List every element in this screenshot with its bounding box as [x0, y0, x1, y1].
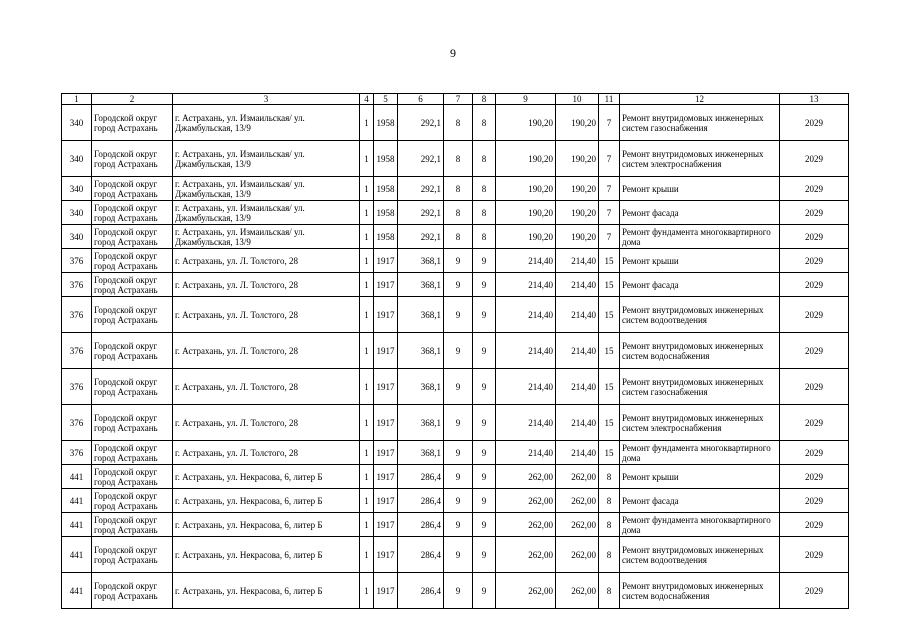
cell-cost-total: 262,00	[496, 537, 556, 573]
cell-apartments-residential: 9	[473, 465, 496, 489]
cell-apartments-total: 9	[444, 249, 473, 273]
cell-municipality: Городской округ город Астрахань	[92, 225, 173, 249]
cell-object-number: 376	[62, 297, 92, 333]
cell-cost-fund: 214,40	[556, 273, 599, 297]
cell-apartments-total: 9	[444, 573, 473, 609]
cell-apartments-total: 8	[444, 225, 473, 249]
cell-cost-fund: 214,40	[556, 441, 599, 465]
cell-area: 368,1	[398, 405, 444, 441]
cell-address: г. Астрахань, ул. Л. Толстого, 28	[173, 369, 360, 405]
cell-planned-year: 2029	[780, 537, 849, 573]
cell-apartments-total: 9	[444, 489, 473, 513]
cell-area: 368,1	[398, 441, 444, 465]
cell-municipality: Городской округ город Астрахань	[92, 573, 173, 609]
cell-indicator: 1	[360, 513, 374, 537]
cell-object-number: 376	[62, 405, 92, 441]
cell-municipality: Городской округ город Астрахань	[92, 441, 173, 465]
cell-cost-fund: 214,40	[556, 333, 599, 369]
column-header: 11	[599, 94, 620, 105]
cell-object-number: 376	[62, 369, 92, 405]
cell-address: г. Астрахань, ул. Некрасова, 6, литер Б	[173, 513, 360, 537]
table-row	[62, 201, 849, 225]
cell-municipality: Городской округ город Астрахань	[92, 489, 173, 513]
cell-municipality: Городской округ город Астрахань	[92, 249, 173, 273]
cell-year-built: 1958	[374, 105, 398, 141]
cell-planned-year: 2029	[780, 573, 849, 609]
cell-apartments-residential: 9	[473, 513, 496, 537]
table-row	[62, 333, 849, 369]
cell-indicator: 1	[360, 465, 374, 489]
cell-cost-fund: 214,40	[556, 405, 599, 441]
cell-address: г. Астрахань, ул. Измаильская/ ул. Джамбульская, 13/9	[173, 105, 360, 141]
cell-object-number: 340	[62, 177, 92, 201]
cell-indicator: 1	[360, 225, 374, 249]
cell-year-built: 1917	[374, 297, 398, 333]
cell-work-type: Ремонт крыши	[620, 249, 780, 273]
cell-municipality: Городской округ город Астрахань	[92, 333, 173, 369]
cell-cost-fund: 190,20	[556, 225, 599, 249]
cell-area: 292,1	[398, 201, 444, 225]
cell-cost-fund: 214,40	[556, 249, 599, 273]
cell-municipality: Городской округ город Астрахань	[92, 405, 173, 441]
cell-area: 292,1	[398, 225, 444, 249]
cell-residents-count: 7	[599, 105, 620, 141]
cell-residents-count: 15	[599, 405, 620, 441]
cell-apartments-residential: 8	[473, 201, 496, 225]
table-row	[62, 441, 849, 465]
cell-cost-fund: 262,00	[556, 573, 599, 609]
cell-indicator: 1	[360, 489, 374, 513]
cell-object-number: 340	[62, 141, 92, 177]
cell-cost-total: 262,00	[496, 465, 556, 489]
cell-municipality: Городской округ город Астрахань	[92, 537, 173, 573]
cell-residents-count: 8	[599, 573, 620, 609]
cell-municipality: Городской округ город Астрахань	[92, 369, 173, 405]
cell-municipality: Городской округ город Астрахань	[92, 513, 173, 537]
cell-year-built: 1917	[374, 573, 398, 609]
cell-planned-year: 2029	[780, 273, 849, 297]
cell-work-type: Ремонт внутридомовых инженерных систем электроснабжения	[620, 141, 780, 177]
cell-cost-fund: 262,00	[556, 489, 599, 513]
cell-apartments-residential: 9	[473, 273, 496, 297]
cell-address: г. Астрахань, ул. Л. Толстого, 28	[173, 333, 360, 369]
cell-address: г. Астрахань, ул. Некрасова, 6, литер Б	[173, 573, 360, 609]
cell-object-number: 441	[62, 465, 92, 489]
cell-planned-year: 2029	[780, 489, 849, 513]
cell-residents-count: 7	[599, 201, 620, 225]
cell-year-built: 1958	[374, 141, 398, 177]
cell-indicator: 1	[360, 297, 374, 333]
cell-apartments-total: 9	[444, 333, 473, 369]
cell-area: 368,1	[398, 369, 444, 405]
cell-planned-year: 2029	[780, 465, 849, 489]
cell-residents-count: 7	[599, 141, 620, 177]
cell-address: г. Астрахань, ул. Л. Толстого, 28	[173, 249, 360, 273]
table-row	[62, 537, 849, 573]
cell-work-type: Ремонт внутридомовых инженерных систем водоснабжения	[620, 573, 780, 609]
cell-area: 292,1	[398, 141, 444, 177]
cell-address: г. Астрахань, ул. Л. Толстого, 28	[173, 405, 360, 441]
cell-residents-count: 8	[599, 537, 620, 573]
cell-object-number: 340	[62, 225, 92, 249]
column-header: 8	[473, 94, 496, 105]
cell-indicator: 1	[360, 273, 374, 297]
cell-apartments-residential: 8	[473, 225, 496, 249]
cell-apartments-total: 9	[444, 465, 473, 489]
cell-apartments-residential: 9	[473, 333, 496, 369]
cell-year-built: 1917	[374, 441, 398, 465]
cell-object-number: 376	[62, 249, 92, 273]
cell-municipality: Городской округ город Астрахань	[92, 297, 173, 333]
cell-work-type: Ремонт фасада	[620, 201, 780, 225]
cell-cost-total: 262,00	[496, 573, 556, 609]
column-header: 5	[374, 94, 398, 105]
cell-address: г. Астрахань, ул. Л. Толстого, 28	[173, 441, 360, 465]
cell-year-built: 1958	[374, 201, 398, 225]
cell-indicator: 1	[360, 441, 374, 465]
cell-object-number: 376	[62, 333, 92, 369]
cell-address: г. Астрахань, ул. Л. Толстого, 28	[173, 273, 360, 297]
cell-apartments-residential: 9	[473, 405, 496, 441]
cell-area: 286,4	[398, 513, 444, 537]
cell-cost-total: 262,00	[496, 513, 556, 537]
cell-planned-year: 2029	[780, 141, 849, 177]
table-body	[62, 105, 849, 609]
cell-apartments-residential: 9	[473, 537, 496, 573]
column-header: 1	[62, 94, 92, 105]
cell-indicator: 1	[360, 141, 374, 177]
cell-cost-total: 214,40	[496, 441, 556, 465]
cell-area: 368,1	[398, 333, 444, 369]
cell-work-type: Ремонт внутридомовых инженерных систем водоотведения	[620, 297, 780, 333]
cell-residents-count: 15	[599, 297, 620, 333]
cell-work-type: Ремонт фундамента многоквартирного дома	[620, 225, 780, 249]
cell-apartments-residential: 9	[473, 573, 496, 609]
cell-cost-total: 190,20	[496, 225, 556, 249]
cell-cost-fund: 190,20	[556, 177, 599, 201]
cell-year-built: 1917	[374, 405, 398, 441]
cell-planned-year: 2029	[780, 441, 849, 465]
cell-apartments-total: 9	[444, 297, 473, 333]
cell-work-type: Ремонт фундамента многоквартирного дома	[620, 513, 780, 537]
cell-residents-count: 15	[599, 249, 620, 273]
table-row	[62, 141, 849, 177]
cell-cost-total: 214,40	[496, 249, 556, 273]
cell-year-built: 1917	[374, 333, 398, 369]
cell-work-type: Ремонт фундамента многоквартирного дома	[620, 441, 780, 465]
cell-apartments-total: 9	[444, 537, 473, 573]
cell-planned-year: 2029	[780, 297, 849, 333]
cell-object-number: 441	[62, 573, 92, 609]
column-number-row	[62, 94, 849, 105]
cell-object-number: 340	[62, 201, 92, 225]
cell-year-built: 1958	[374, 177, 398, 201]
cell-area: 286,4	[398, 573, 444, 609]
cell-work-type: Ремонт крыши	[620, 465, 780, 489]
cell-apartments-total: 8	[444, 141, 473, 177]
cell-indicator: 1	[360, 249, 374, 273]
cell-apartments-residential: 9	[473, 297, 496, 333]
cell-cost-fund: 262,00	[556, 537, 599, 573]
cell-address: г. Астрахань, ул. Л. Толстого, 28	[173, 297, 360, 333]
column-header: 2	[92, 94, 173, 105]
cell-indicator: 1	[360, 201, 374, 225]
cell-area: 286,4	[398, 537, 444, 573]
repair-plan-table	[61, 93, 849, 609]
cell-area: 368,1	[398, 273, 444, 297]
cell-planned-year: 2029	[780, 405, 849, 441]
table-row	[62, 489, 849, 513]
cell-indicator: 1	[360, 177, 374, 201]
table-row	[62, 465, 849, 489]
cell-cost-fund: 214,40	[556, 369, 599, 405]
cell-residents-count: 8	[599, 465, 620, 489]
cell-planned-year: 2029	[780, 225, 849, 249]
cell-address: г. Астрахань, ул. Некрасова, 6, литер Б	[173, 537, 360, 573]
cell-residents-count: 8	[599, 489, 620, 513]
cell-object-number: 376	[62, 441, 92, 465]
cell-residents-count: 7	[599, 177, 620, 201]
cell-year-built: 1958	[374, 225, 398, 249]
cell-work-type: Ремонт внутридомовых инженерных систем водоснабжения	[620, 333, 780, 369]
cell-municipality: Городской округ город Астрахань	[92, 465, 173, 489]
column-header: 4	[360, 94, 374, 105]
column-header: 10	[556, 94, 599, 105]
table-row	[62, 225, 849, 249]
table-row	[62, 513, 849, 537]
cell-area: 292,1	[398, 177, 444, 201]
cell-indicator: 1	[360, 405, 374, 441]
cell-area: 368,1	[398, 249, 444, 273]
cell-apartments-residential: 9	[473, 489, 496, 513]
page-number: 9	[450, 46, 456, 60]
cell-apartments-residential: 9	[473, 369, 496, 405]
cell-address: г. Астрахань, ул. Некрасова, 6, литер Б	[173, 489, 360, 513]
cell-apartments-total: 9	[444, 273, 473, 297]
cell-address: г. Астрахань, ул. Измаильская/ ул. Джамбульская, 13/9	[173, 177, 360, 201]
cell-apartments-total: 8	[444, 201, 473, 225]
cell-municipality: Городской округ город Астрахань	[92, 177, 173, 201]
cell-cost-total: 214,40	[496, 333, 556, 369]
cell-work-type: Ремонт внутридомовых инженерных систем электроснабжения	[620, 405, 780, 441]
cell-cost-fund: 190,20	[556, 105, 599, 141]
table-row	[62, 369, 849, 405]
cell-residents-count: 7	[599, 225, 620, 249]
cell-object-number: 441	[62, 537, 92, 573]
cell-cost-total: 190,20	[496, 201, 556, 225]
cell-cost-total: 190,20	[496, 105, 556, 141]
cell-year-built: 1917	[374, 465, 398, 489]
cell-planned-year: 2029	[780, 513, 849, 537]
cell-year-built: 1917	[374, 369, 398, 405]
table-row	[62, 405, 849, 441]
cell-cost-total: 214,40	[496, 297, 556, 333]
cell-apartments-residential: 8	[473, 105, 496, 141]
cell-cost-fund: 214,40	[556, 297, 599, 333]
cell-area: 286,4	[398, 465, 444, 489]
table-row	[62, 273, 849, 297]
cell-year-built: 1917	[374, 537, 398, 573]
cell-apartments-residential: 8	[473, 141, 496, 177]
cell-year-built: 1917	[374, 513, 398, 537]
cell-apartments-residential: 9	[473, 441, 496, 465]
cell-municipality: Городской округ город Астрахань	[92, 201, 173, 225]
table-row	[62, 105, 849, 141]
cell-indicator: 1	[360, 333, 374, 369]
column-header: 12	[620, 94, 780, 105]
cell-apartments-total: 8	[444, 105, 473, 141]
table-row	[62, 297, 849, 333]
cell-apartments-total: 9	[444, 513, 473, 537]
cell-planned-year: 2029	[780, 249, 849, 273]
cell-municipality: Городской округ город Астрахань	[92, 141, 173, 177]
cell-residents-count: 15	[599, 273, 620, 297]
cell-apartments-residential: 8	[473, 177, 496, 201]
cell-area: 292,1	[398, 105, 444, 141]
cell-cost-fund: 262,00	[556, 513, 599, 537]
cell-residents-count: 8	[599, 513, 620, 537]
table-row	[62, 573, 849, 609]
table-row	[62, 249, 849, 273]
cell-municipality: Городской округ город Астрахань	[92, 273, 173, 297]
cell-work-type: Ремонт внутридомовых инженерных систем газоснабжения	[620, 105, 780, 141]
column-header: 13	[780, 94, 849, 105]
cell-planned-year: 2029	[780, 201, 849, 225]
cell-planned-year: 2029	[780, 177, 849, 201]
cell-object-number: 441	[62, 489, 92, 513]
cell-planned-year: 2029	[780, 369, 849, 405]
cell-work-type: Ремонт крыши	[620, 177, 780, 201]
cell-area: 368,1	[398, 297, 444, 333]
cell-cost-total: 214,40	[496, 369, 556, 405]
cell-year-built: 1917	[374, 249, 398, 273]
cell-residents-count: 15	[599, 369, 620, 405]
cell-work-type: Ремонт внутридомовых инженерных систем водоотведения	[620, 537, 780, 573]
cell-apartments-total: 8	[444, 177, 473, 201]
cell-apartments-total: 9	[444, 441, 473, 465]
column-header: 7	[444, 94, 473, 105]
cell-address: г. Астрахань, ул. Измаильская/ ул. Джамбульская, 13/9	[173, 141, 360, 177]
cell-work-type: Ремонт фасада	[620, 489, 780, 513]
cell-address: г. Астрахань, ул. Измаильская/ ул. Джамбульская, 13/9	[173, 225, 360, 249]
cell-object-number: 340	[62, 105, 92, 141]
cell-apartments-total: 9	[444, 369, 473, 405]
cell-apartments-residential: 9	[473, 249, 496, 273]
cell-municipality: Городской округ город Астрахань	[92, 105, 173, 141]
cell-planned-year: 2029	[780, 333, 849, 369]
cell-residents-count: 15	[599, 441, 620, 465]
cell-address: г. Астрахань, ул. Измаильская/ ул. Джамбульская, 13/9	[173, 201, 360, 225]
cell-indicator: 1	[360, 105, 374, 141]
cell-year-built: 1917	[374, 489, 398, 513]
cell-cost-total: 190,20	[496, 141, 556, 177]
cell-work-type: Ремонт фасада	[620, 273, 780, 297]
column-header: 3	[173, 94, 360, 105]
cell-cost-total: 214,40	[496, 405, 556, 441]
cell-object-number: 376	[62, 273, 92, 297]
table-row	[62, 177, 849, 201]
column-header: 9	[496, 94, 556, 105]
cell-residents-count: 15	[599, 333, 620, 369]
cell-apartments-total: 9	[444, 405, 473, 441]
cell-cost-total: 214,40	[496, 273, 556, 297]
cell-indicator: 1	[360, 537, 374, 573]
cell-indicator: 1	[360, 369, 374, 405]
cell-planned-year: 2029	[780, 105, 849, 141]
cell-cost-fund: 190,20	[556, 201, 599, 225]
cell-year-built: 1917	[374, 273, 398, 297]
cell-indicator: 1	[360, 573, 374, 609]
cell-address: г. Астрахань, ул. Некрасова, 6, литер Б	[173, 465, 360, 489]
column-header: 6	[398, 94, 444, 105]
cell-cost-total: 262,00	[496, 489, 556, 513]
cell-cost-fund: 190,20	[556, 141, 599, 177]
cell-cost-total: 190,20	[496, 177, 556, 201]
cell-object-number: 441	[62, 513, 92, 537]
cell-cost-fund: 262,00	[556, 465, 599, 489]
cell-area: 286,4	[398, 489, 444, 513]
cell-work-type: Ремонт внутридомовых инженерных систем газоснабжения	[620, 369, 780, 405]
